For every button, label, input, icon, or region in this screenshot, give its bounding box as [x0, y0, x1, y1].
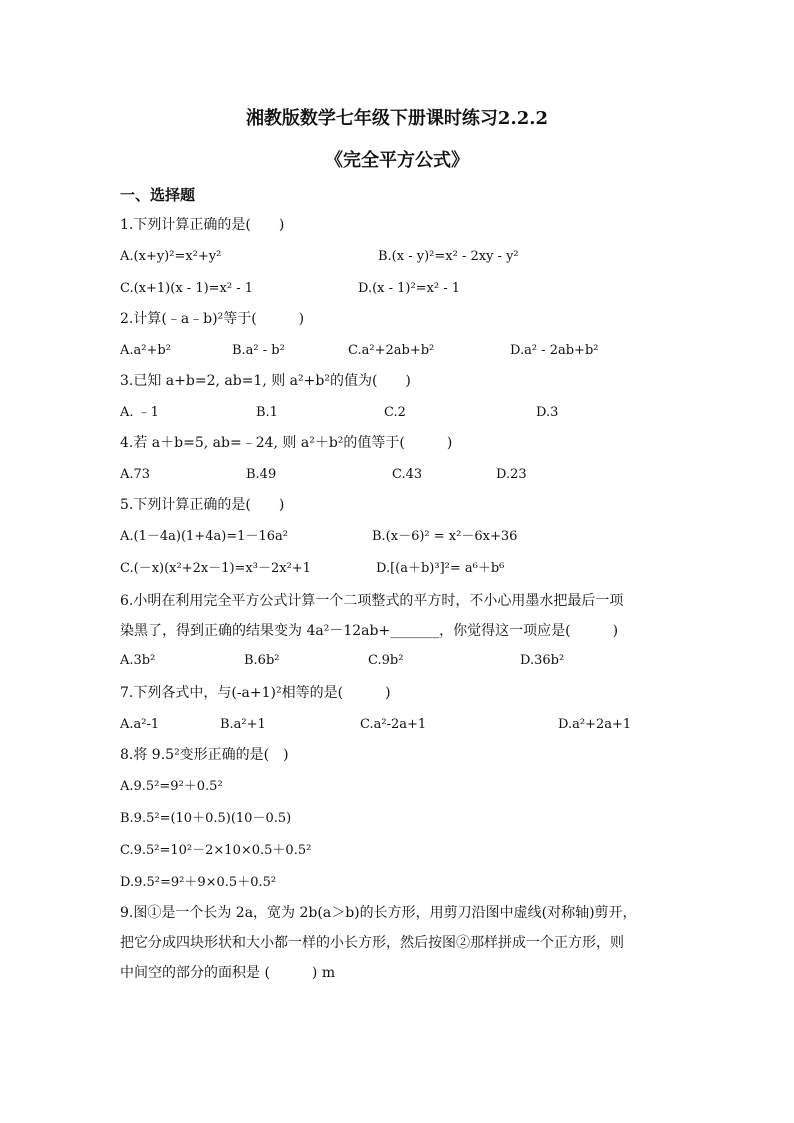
question-4-option-a: A.73: [120, 467, 151, 482]
question-4-option-b: B.49: [246, 467, 277, 482]
question-3-option-c: C.2: [384, 405, 406, 420]
question-8-option-d: D.9.5²=9²＋9×0.5＋0.5²: [120, 875, 277, 890]
question-7-option-c: C.a²-2a+1: [360, 717, 427, 732]
question-3-option-d: D.3: [536, 405, 559, 420]
question-3-stem: 3.已知 a+b=2, ab=1, 则 a²+b²的值为( ): [120, 373, 411, 389]
question-6-option-d: D.36b²: [520, 653, 565, 668]
question-3-option-a: A. ﹣1: [120, 405, 159, 420]
question-2-option-c: C.a²+2ab+b²: [348, 343, 435, 358]
question-1-option-d: D.(x - 1)²=x² - 1: [358, 281, 461, 296]
question-9-stem-line-2: 把它分成四块形状和大小都一样的小长方形，然后按图②那样拼成一个正方形，则: [120, 935, 624, 951]
question-6-option-b: B.6b²: [244, 653, 280, 668]
question-3-option-b: B.1: [256, 405, 278, 420]
question-4-stem: 4.若 a＋b=5, ab=﹣24, 则 a²＋b²的值等于( ): [120, 435, 453, 451]
document-title: 湘教版数学七年级下册课时练习2.2.2: [245, 108, 549, 129]
question-5-option-c: C.(－x)(x²+2x－1)=x³－2x²+1: [120, 561, 311, 576]
question-2-option-d: D.a² - 2ab+b²: [510, 343, 599, 358]
question-2-stem: 2.计算(﹣a﹣b)²等于( ): [120, 311, 305, 327]
question-5-stem: 5.下列计算正确的是( ): [120, 497, 285, 513]
question-1-option-a: A.(x+y)²=x²+y²: [120, 249, 222, 264]
question-6-option-c: C.9b²: [368, 653, 404, 668]
question-5-option-a: A.(1－4a)(1+4a)=1－16a²: [120, 529, 288, 544]
question-4-option-c: C.43: [392, 467, 423, 482]
question-5-option-b: B.(x－6)² = x²－6x+36: [372, 529, 518, 544]
question-8-option-c: C.9.5²=10²－2×10×0.5＋0.5²: [120, 843, 312, 858]
question-6-stem-line-1: 6.小明在利用完全平方公式计算一个二项整式的平方时，不小心用墨水把最后一项: [120, 593, 624, 609]
question-2-option-b: B.a² - b²: [232, 343, 285, 358]
question-4-option-d: D.23: [496, 467, 527, 482]
question-1-option-b: B.(x - y)²=x² - 2xy - y²: [378, 249, 519, 264]
question-7-stem: 7.下列各式中，与(-a+1)²相等的是( ): [120, 685, 391, 701]
question-6-option-a: A.3b²: [120, 653, 156, 668]
question-9-stem-line-3: 中间空的部分的面积是 ( ) m: [120, 965, 336, 981]
question-1-option-c: C.(x+1)(x - 1)=x² - 1: [120, 281, 254, 296]
question-7-option-b: B.a²+1: [220, 717, 266, 732]
question-6-stem-line-2: 染黑了，得到正确的结果变为 4a²－12ab+_______，你觉得这一项应是( ): [120, 623, 619, 639]
question-2-option-a: A.a²+b²: [120, 343, 171, 358]
question-8-stem: 8.将 9.5²变形正确的是( ): [120, 747, 289, 763]
question-8-option-b: B.9.5²=(10＋0.5)(10－0.5): [120, 811, 292, 826]
question-8-option-a: A.9.5²=9²＋0.5²: [120, 779, 223, 794]
question-9-stem-line-1: 9.图①是一个长为 2a，宽为 2b(a＞b)的长方形，用剪刀沿图中虚线(对称轴)剪开，: [120, 905, 637, 921]
section-heading: 一、选择题: [120, 186, 196, 204]
question-5-option-d: D.[(a＋b)³]²= a⁶＋b⁶: [376, 561, 505, 576]
question-7-option-a: A.a²-1: [120, 717, 160, 732]
question-7-option-d: D.a²+2a+1: [558, 717, 632, 732]
document-subtitle: 《完全平方公式》: [325, 150, 469, 171]
question-1-stem: 1.下列计算正确的是( ): [120, 217, 285, 233]
